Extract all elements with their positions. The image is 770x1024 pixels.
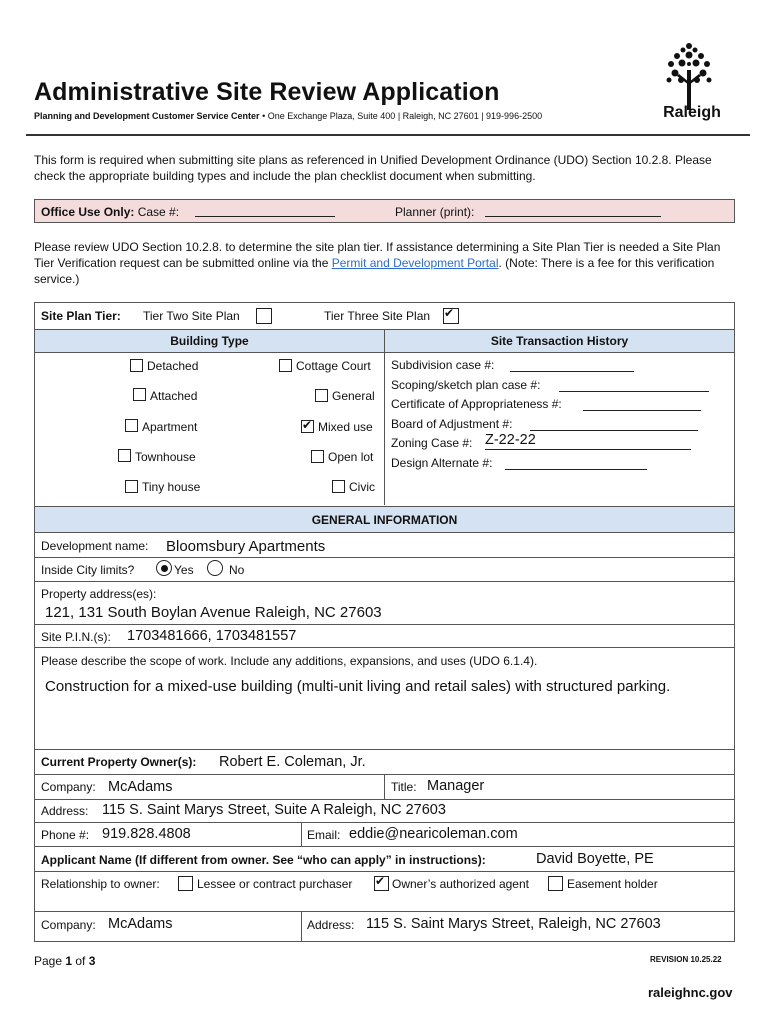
office-use-box	[34, 199, 735, 223]
page-total: 3	[88, 954, 96, 968]
tiny-house-label: Tiny house	[142, 480, 201, 494]
divider	[301, 822, 302, 846]
city-limits-no-label: No	[229, 563, 245, 577]
general-label: General	[332, 389, 375, 403]
applicant-company-field[interactable]: McAdams	[108, 916, 173, 932]
website-url: raleighnc.gov	[648, 985, 733, 1000]
zoning-case-label: Zoning Case #:	[391, 436, 473, 450]
authorized-agent-label: Owner’s authorized agent	[392, 877, 529, 891]
applicant-name-field[interactable]: David Boyette, PE	[536, 851, 654, 867]
divider	[384, 774, 385, 799]
design-alternate-field[interactable]	[505, 456, 647, 470]
site-plan-tier-label: Site Plan Tier:	[41, 309, 121, 323]
intro-paragraph: This form is required when submitting site plans as referenced in Unified Development Ordinance (UDO) Section 10.2.8. Please check the appropriate building types and include the plan checklist document when submitting.	[34, 153, 712, 183]
divider	[35, 799, 734, 800]
application-form	[34, 302, 735, 942]
case-label: Case #:	[137, 205, 180, 219]
review-text-post: . (Note: There is a fee for this verification service.)	[34, 256, 715, 286]
tiny-house-checkbox[interactable]	[125, 480, 138, 493]
owner-email-field[interactable]: eddie@nearicoleman.com	[349, 826, 518, 842]
general-checkbox[interactable]	[315, 389, 328, 402]
owner-email-label: Email:	[307, 828, 341, 842]
case-number-field[interactable]	[195, 200, 335, 217]
divider	[35, 822, 734, 823]
review-paragraph	[34, 239, 734, 287]
applicant-company-label: Company:	[41, 918, 96, 932]
divider	[35, 532, 734, 533]
property-owner-field[interactable]: Robert E. Coleman, Jr.	[219, 754, 366, 770]
city-limits-yes-radio[interactable]	[156, 560, 172, 576]
lessee-checkbox[interactable]	[178, 876, 193, 891]
tier-three-checkbox[interactable]	[443, 308, 459, 324]
relationship-label: Relationship to owner:	[41, 877, 160, 891]
lessee-label: Lessee or contract purchaser	[197, 877, 353, 891]
header-rule	[26, 134, 750, 136]
scope-of-work-label: Please describe the scope of work. Include any additions, expansions, and uses (UDO 6.1.4).	[41, 654, 538, 668]
cottage-court-checkbox[interactable]	[279, 359, 292, 372]
owner-address-label: Address:	[41, 804, 89, 818]
org-address: • One Exchange Plaza, Suite 400 | Raleigh, NC 27601 | 919-996-2500	[262, 111, 543, 121]
transaction-history-header: Site Transaction History	[490, 334, 629, 348]
property-address-label: Property address(es):	[41, 587, 157, 601]
page-prefix: Page	[34, 954, 66, 968]
civic-checkbox[interactable]	[332, 480, 345, 493]
apartment-label: Apartment	[142, 420, 198, 434]
owner-company-field[interactable]: McAdams	[108, 779, 173, 795]
scope-of-work-field[interactable]: Construction for a mixed-use building (multi-unit living and retail sales) with structured parking.	[45, 678, 671, 695]
applicant-name-label: Applicant Name (If different from owner. See “who can apply” in instructions):	[41, 853, 486, 867]
applicant-address-field[interactable]: 115 S. Saint Marys Street, Raleigh, NC 27603	[366, 916, 661, 932]
tier-three-label: Tier Three Site Plan	[324, 309, 431, 323]
owner-phone-label: Phone #:	[41, 828, 90, 842]
apartment-checkbox[interactable]	[125, 419, 138, 432]
cottage-court-label: Cottage Court	[296, 359, 371, 373]
zoning-case-field[interactable]: Z-22-22	[485, 431, 691, 450]
property-address-field[interactable]: 121, 131 South Boylan Avenue Raleigh, NC 27603	[45, 604, 382, 621]
planner-field[interactable]	[485, 200, 661, 217]
tier-two-label: Tier Two Site Plan	[143, 309, 240, 323]
attached-checkbox[interactable]	[133, 388, 146, 401]
authorized-agent-checkbox[interactable]	[374, 876, 389, 891]
coa-field[interactable]	[583, 397, 701, 411]
divider	[35, 557, 734, 558]
divider	[35, 749, 734, 750]
easement-holder-label: Easement holder	[567, 877, 658, 891]
owner-title-label: Title:	[391, 780, 417, 794]
development-name-label: Development name:	[41, 539, 149, 553]
subdivision-case-label: Subdivision case #:	[391, 358, 495, 372]
detached-label: Detached	[147, 359, 199, 373]
owner-title-field[interactable]: Manager	[427, 778, 485, 794]
divider	[35, 871, 734, 872]
detached-checkbox[interactable]	[130, 359, 143, 372]
site-pin-field[interactable]: 1703481666, 1703481557	[127, 628, 297, 644]
divider	[35, 846, 734, 847]
coa-label: Certificate of Appropriateness #:	[391, 397, 562, 411]
property-owner-label: Current Property Owner(s):	[41, 755, 197, 769]
site-pin-label: Site P.I.N.(s):	[41, 630, 111, 644]
townhouse-checkbox[interactable]	[118, 449, 131, 462]
building-type-header: Building Type	[170, 334, 249, 348]
divider	[301, 911, 302, 942]
owner-address-field[interactable]: 115 S. Saint Marys Street, Suite A Raleigh, NC 27603	[102, 802, 446, 818]
divider	[35, 624, 734, 625]
owner-company-label: Company:	[41, 780, 96, 794]
revision-label: REVISION 10.25.22	[650, 955, 722, 964]
open-lot-label: Open lot	[328, 450, 374, 464]
civic-label: Civic	[349, 480, 375, 494]
tier-two-checkbox[interactable]	[256, 308, 272, 324]
city-limits-label: Inside City limits?	[41, 563, 135, 577]
city-limits-yes-label: Yes	[174, 563, 194, 577]
page-subtitle	[34, 111, 542, 121]
org-name: Planning and Development Customer Service Center	[34, 111, 260, 121]
planner-label: Planner (print):	[395, 205, 475, 219]
general-info-header: GENERAL INFORMATION	[311, 513, 458, 527]
page-current: 1	[65, 954, 73, 968]
subdivision-case-field[interactable]	[510, 358, 634, 372]
page-number	[34, 954, 95, 968]
mixed-use-label: Mixed use	[318, 420, 373, 434]
city-limits-no-radio[interactable]	[207, 560, 223, 576]
easement-holder-checkbox[interactable]	[548, 876, 563, 891]
divider	[35, 647, 734, 648]
attached-label: Attached	[150, 389, 198, 403]
design-alternate-label: Design Alternate #:	[391, 456, 493, 470]
owner-phone-field[interactable]: 919.828.4808	[102, 826, 191, 842]
development-name-field[interactable]: Bloomsbury Apartments	[166, 538, 326, 555]
mixed-use-checkbox[interactable]	[301, 420, 314, 433]
divider	[35, 581, 734, 582]
office-use-label: Office Use Only: Case #:	[41, 205, 180, 219]
board-adjustment-label: Board of Adjustment #:	[391, 417, 513, 431]
applicant-address-label: Address:	[307, 918, 355, 932]
review-text-pre: Please review UDO Section 10.2.8. to determine the site plan tier. If assistance determining a Site Plan Tier is needed a Site Plan Tier Verification request can be submitted online via the	[34, 240, 721, 270]
page-of: of	[72, 954, 89, 968]
open-lot-checkbox[interactable]	[311, 450, 324, 463]
scoping-case-field[interactable]	[559, 378, 709, 392]
townhouse-label: Townhouse	[135, 450, 196, 464]
divider	[35, 911, 734, 912]
board-adjustment-field[interactable]	[530, 417, 698, 431]
permit-portal-link[interactable]: Permit and Development Portal	[331, 256, 499, 270]
page-title: Administrative Site Review Application	[34, 78, 500, 106]
divider	[384, 330, 385, 505]
logo-text: Raleigh	[663, 104, 721, 121]
scoping-case-label: Scoping/sketch plan case #:	[391, 378, 541, 392]
